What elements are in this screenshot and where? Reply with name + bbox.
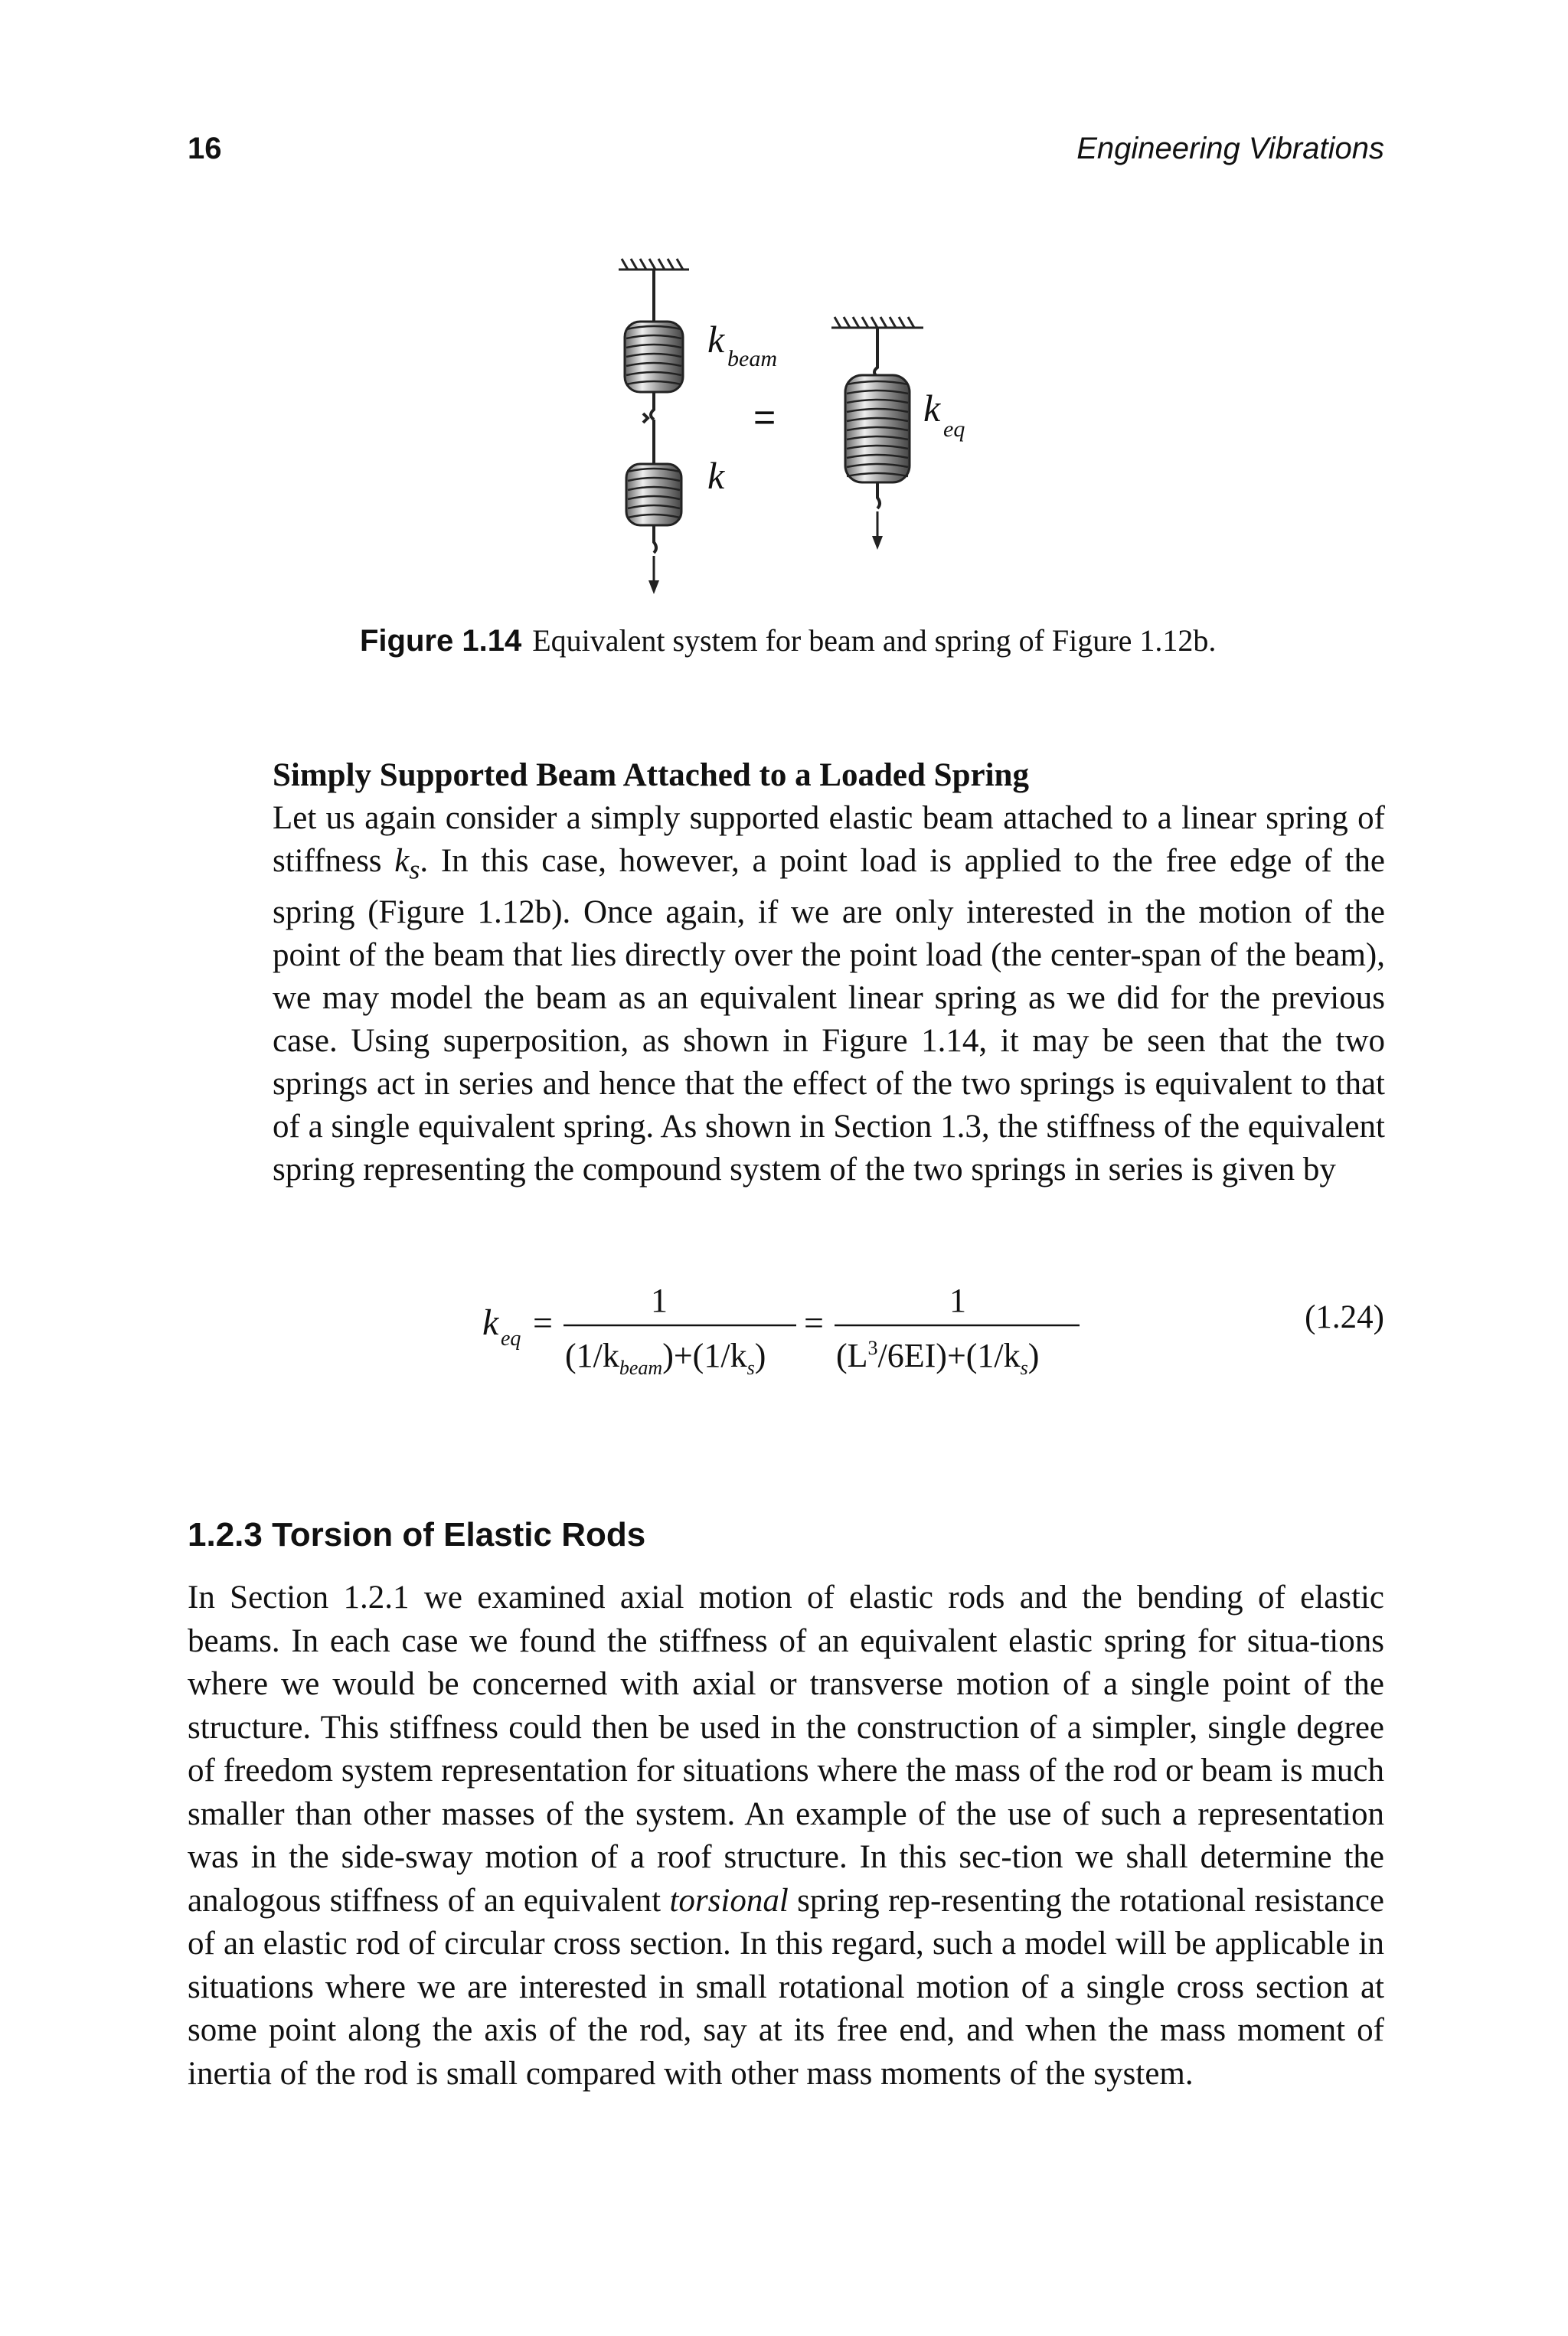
section-text-2: spring rep-resenting the rotational resistance of an elastic rod of circular cross section. In this regard, such a model will be applicable in situations where we are interested in small rotational motion of a single cross section at some point along the axis of the rod, say at its free end, and when the mass moment of inertia of the rod is small compared with other mass moments of the system. xyxy=(188,1882,1384,2092)
section-1-2-3 xyxy=(188,1512,1384,2096)
emphasis-torsional: torsional xyxy=(669,1882,789,1919)
para-text-2: . In this case, however, a point load is applied to the free edge of the spring (Figure 1.12b). Once again, if we are only interested in the motion of the point of the beam that lies directly over the point load (the center-span of the beam), we may model the beam as an equivalent linear spring as we did for the previous case. Using superposition, as shown in Figure 1.14, it may be seen that the two springs act in series and hence that the effect of the two springs is equivalent to that of a single equivalent spring. As shown in Section 1.3, the stiffness of the equivalent spring representing the compound system of the two springs in series is given by xyxy=(273,843,1386,1188)
left-load-arrow xyxy=(648,556,659,594)
left-ceiling-support xyxy=(619,259,689,270)
eq-lhs-sub: eq xyxy=(501,1327,521,1351)
stiffness-symbol: k xyxy=(394,843,410,879)
k-eq-subscript: eq xyxy=(943,417,965,442)
running-title: Engineering Vibrations xyxy=(1076,132,1384,165)
eq-numerator-1: 1 xyxy=(651,1282,668,1319)
para-text-1: Let us again consider a simply supported elastic beam attached to a linear spring of stiffness xyxy=(273,800,1385,879)
equivalent-spring xyxy=(845,328,910,508)
k-label: k xyxy=(707,454,725,497)
k-eq-label: k xyxy=(923,387,941,430)
beam-spring xyxy=(625,270,683,420)
figure-caption xyxy=(360,622,1216,658)
stiffness-subscript: s xyxy=(409,854,420,885)
eq-den2: $(L^3/6EI)+(1/k_s)$ xyxy=(836,1337,1040,1379)
eq-numerator-2: 1 xyxy=(949,1282,966,1319)
eq-lhs: k xyxy=(482,1302,499,1343)
caption-text: Equivalent system for beam and spring of Figure 1.12b. xyxy=(532,623,1217,658)
right-ceiling-support xyxy=(831,317,923,328)
eq-equals-1: = xyxy=(533,1303,553,1342)
section-text-1: In Section 1.2.1 we examined axial motion of elastic rods and the bending of elastic beams. In each case we found the stiffness of an equivalent elastic spring for situa-tions where we would be concerned with axial or transverse motion of a single point of the structure. This stiffness could then be used in the construction of a simpler, single degree of freedom system representation for situations where the mass of the rod or beam is much smaller than other masses of the system. An example of the use of such a representation was in the side-sway motion of a roof structure. In this sec-tion we shall determine the analogous stiffness of an equivalent xyxy=(188,1580,1384,1919)
subsection-beam-spring xyxy=(273,754,1385,1191)
equals-sign: = xyxy=(753,396,776,439)
figure-1-14 xyxy=(0,253,1568,605)
eq-equals-2: = xyxy=(804,1303,824,1342)
section-paragraph xyxy=(188,1576,1384,2096)
k-beam-label: k xyxy=(707,318,725,361)
subsection-title: Simply Supported Beam Attached to a Loaded Spring xyxy=(273,757,1029,793)
section-title: 1.2.3 Torsion of Elastic Rods xyxy=(188,1516,646,1554)
page-number: 16 xyxy=(188,132,222,165)
loaded-spring xyxy=(626,464,681,553)
spring-connector xyxy=(643,413,654,464)
equation-number: (1.24) xyxy=(1305,1299,1384,1335)
k-beam-subscript: beam xyxy=(727,346,777,371)
eq-den1-left: $(1/k_{beam})+(1/k_s)$ xyxy=(565,1337,766,1379)
right-load-arrow xyxy=(872,511,883,550)
subsection-paragraph xyxy=(273,797,1385,1191)
caption-label: Figure 1.14 xyxy=(360,624,522,658)
